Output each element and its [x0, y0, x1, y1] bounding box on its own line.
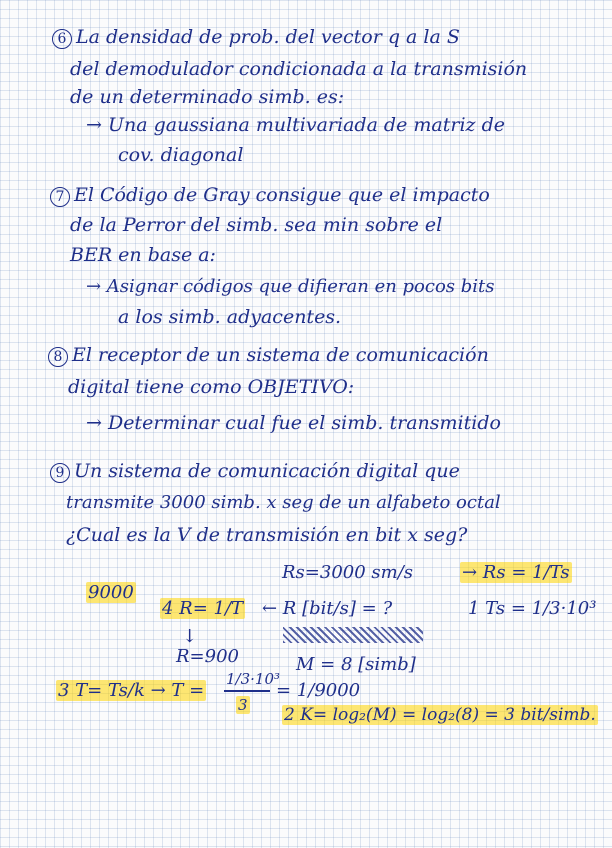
q9-frac-result: = 1/9000 [276, 680, 361, 701]
q9-fraction-bar [224, 690, 270, 692]
q9-m: M = 8 [simb] [296, 654, 416, 675]
q7-answer1: → Asignar códigos que difieran en pocos bits [86, 276, 495, 297]
q9-step2: 2 K= log₂(M) = log₂(8) = 3 bit/simb. [284, 705, 596, 725]
q8-answer1: → Determinar cual fue el simb. transmitido [86, 412, 501, 434]
q9-step1: 1 Ts = 1/3·10³ [468, 598, 597, 619]
q9-r-unknown: ← R [bit/s] = ? [262, 598, 393, 619]
q9-frac-den: 3 [238, 696, 248, 714]
q7-answer2: a los simb. adyacentes. [118, 306, 342, 328]
q6-line1: 6 La densidad de prob. del vector q a la S [52, 26, 460, 49]
q6-answer1: → Una gaussiana multivariada de matriz de [86, 114, 505, 136]
q8-line2: digital tiene como OBJETIVO: [68, 376, 355, 398]
q8-number: 8 [48, 347, 68, 367]
q9-answer: 9000 [88, 582, 134, 603]
q7-line2: de la Perror del simb. sea min sobre el [70, 214, 443, 236]
q9-rs-result: → Rs = 1/Ts [462, 562, 570, 583]
q7-line3: BER en base a: [70, 244, 216, 266]
q9-rs: Rs=3000 sm/s [282, 562, 414, 583]
q9-frac-num: 1/3·10³ [226, 670, 281, 688]
q6-answer2: cov. diagonal [118, 144, 244, 166]
scribbled-out-text [283, 627, 423, 643]
q6-number: 6 [52, 29, 72, 49]
q9-line2: transmite 3000 simb. x seg de un alfabeto octal [66, 492, 501, 513]
q7-number: 7 [50, 187, 70, 207]
q9-line1: 9 Un sistema de comunicación digital que [50, 460, 460, 483]
q6-line3: de un determinado simb. es: [70, 86, 345, 108]
q9-line3: ¿Cual es la V de transmisión en bit x seg? [66, 524, 468, 546]
q6-line2: del demodulador condicionada a la transmisión [70, 58, 528, 80]
q7-line1: 7 El Código de Gray consigue que el impacto [50, 184, 490, 207]
q9-number: 9 [50, 463, 70, 483]
q9-r900: R=900 [176, 646, 239, 667]
q9-arrow-down: ↓ [182, 626, 198, 647]
q9-step4: 4 R= 1/T [162, 598, 244, 619]
q8-line1: 8 El receptor de un sistema de comunicación [48, 344, 489, 367]
q9-step3: 3 T= Ts/k → T = [58, 680, 205, 701]
